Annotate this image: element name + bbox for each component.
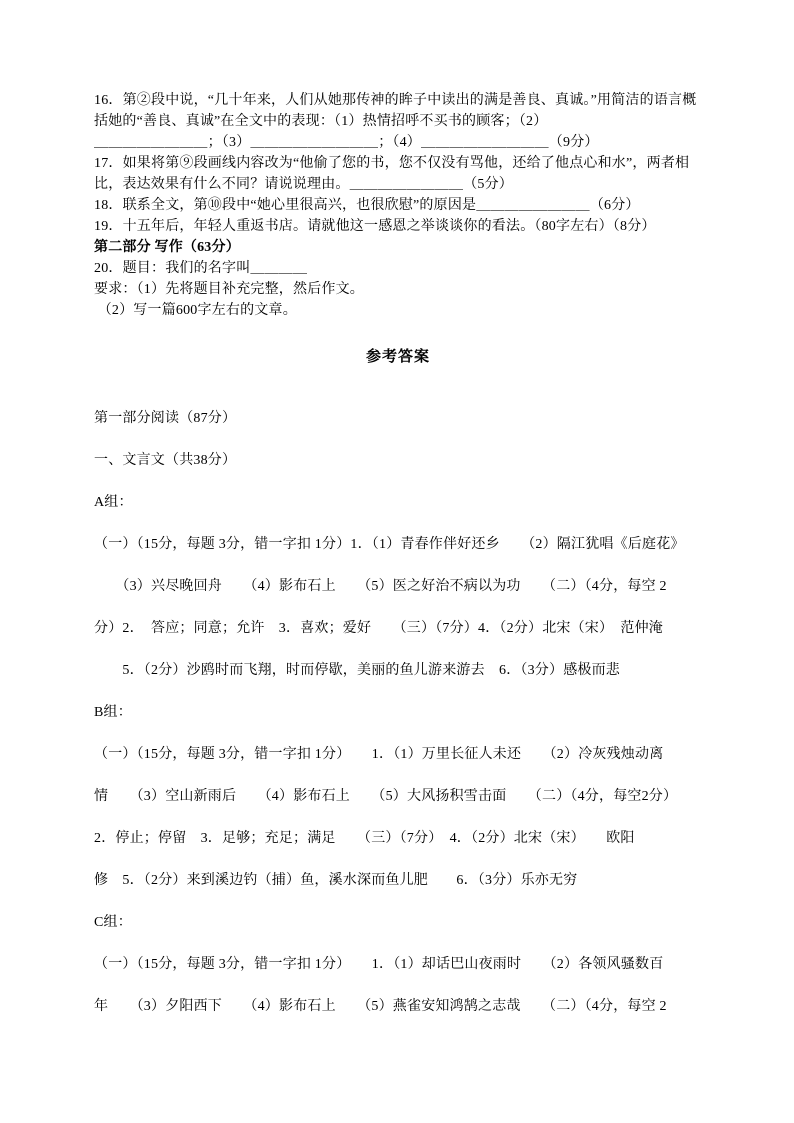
answer-line-group-b-3: 2．停止；停留 3．足够；充足；满足 （三）（7分） 4．（2分）北宋（宋） 欧阳 <box>94 831 635 846</box>
question-20-requirement-1: 要求：（1）先将题目补充完整，然后作文。 <box>94 282 364 297</box>
question-19: 19．十五年后，年轻人重返书店。请就他这一感恩之举谈谈你的看法。（80字左右）（8分） <box>94 219 656 234</box>
answer-line-group-b-1: （一）（15分，每题 3分，错一字扣 1分） 1．（1）万里长征人未还 （2）冷灰残烛动离 <box>94 747 664 762</box>
answer-line-group-a-2: （3）兴尽晚回舟 （4）影布石上 （5）医之好治不病以为功 （二）（4分，每空 2 <box>94 579 667 594</box>
answer-line-section1-heading: 一、文言文（共38分） <box>94 453 237 468</box>
part2-writing-heading: 第二部分 写作（63分） <box>94 240 240 255</box>
answer-line-group-a-label: A组： <box>94 495 133 510</box>
answer-line-group-a-3: 分）2． 答应；同意；允许 3．喜欢；爱好 （三）（7分）4．（2分）北宋（宋） 范仲淹 <box>94 621 663 636</box>
answer-line-group-a-1: （一）（15分，每题 3分，错一字扣 1分）1．（1）青春作伴好还乡 （2）隔江犹唱《后庭花》 <box>94 537 685 552</box>
answer-line-group-c-2: 年 （3）夕阳西下 （4）影布石上 （5）燕雀安知鸿鹄之志哉 （二）（4分，每空 2 <box>94 999 667 1014</box>
question-17-line-1: 17．如果将第⑨段画线内容改为“他偷了您的书，您不仅没有骂他，还给了他点心和水”，两者相 <box>94 156 690 171</box>
answer-line-group-c-1: （一）（15分，每题 3分，错一字扣 1分） 1．（1）却话巴山夜雨时 （2）各领风骚数百 <box>94 957 664 972</box>
question-16-line-2: 括她的“善良、真诚”在全文中的表现：（1）热情招呼不买书的顾客；（2） <box>94 114 548 129</box>
answer-line-group-a-4: 5．（2分）沙鸥时而飞翔，时而停歇，美丽的鱼儿游来游去 6．（3分）感极而悲 <box>94 663 620 678</box>
question-20-requirement-2: （2）写一篇600字左右的文章。 <box>94 303 297 318</box>
answer-line-part1-heading: 第一部分阅读（87分） <box>94 411 237 426</box>
question-16-line-3: ＿＿＿＿＿＿＿＿；（3）＿＿＿＿＿＿＿＿＿；（4）＿＿＿＿＿＿＿＿＿（9分） <box>94 135 599 150</box>
question-17-line-2: 比，表达效果有什么不同？请说说理由。＿＿＿＿＿＿＿＿（5分） <box>94 177 513 192</box>
answer-line-group-b-4: 修 5．（2分）来到溪边钓（捕）鱼，溪水深而鱼儿肥 6．（3分）乐亦无穷 <box>94 873 578 888</box>
answer-key-heading: 参考答案 <box>365 349 430 365</box>
answer-line-group-b-2: 情 （3）空山新雨后 （4）影布石上 （5）大风扬积雪击面 （二）（4分，每空2分） <box>94 789 678 804</box>
answer-line-group-b-label: B组： <box>94 705 132 720</box>
question-20: 20．题目：我们的名字叫＿＿＿＿ <box>94 261 308 276</box>
answer-line-group-c-label: C组： <box>94 915 132 930</box>
question-18: 18．联系全文，第⑩段中“她心里很高兴，也很欣慰”的原因是＿＿＿＿＿＿＿＿（6分） <box>94 198 640 213</box>
question-16-line-1: 16．第②段中说，“几十年来，人们从她那传神的眸子中读出的满是善良、真诚。”用简洁的语言概 <box>94 93 697 108</box>
answer-key-section <box>94 398 702 1028</box>
